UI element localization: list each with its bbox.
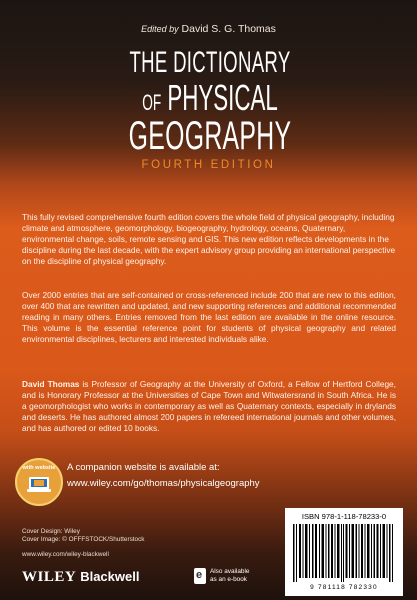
editor-name: David S. G. Thomas [181, 23, 276, 35]
barcode [293, 524, 395, 582]
publisher-logo [22, 568, 139, 586]
book-title [117, 44, 303, 156]
ebook-availability [210, 568, 249, 584]
ebook-line-2: as an e-book [210, 576, 247, 583]
blackwell-wordmark: Blackwell [80, 569, 140, 584]
badge-text: with website [22, 465, 56, 471]
author-bio [22, 379, 396, 434]
isbn-barcode-box [285, 508, 403, 596]
website-badge [15, 458, 63, 506]
title-physical: PHYSICAL [167, 77, 278, 118]
title-line-3: GEOGRAPHY [128, 114, 292, 158]
publisher-url[interactable]: www.wiley.com/wiley-blackwell [22, 551, 109, 558]
description-paragraph-1: This fully revised comprehensive fourth edition covers the whole field of physical geography, including climate and atmosphere, geomorphology, biogeography, hydrology, oceans, Quaternary, environmental change, soils, remote sensing and GIS. This new edition reflects developments in the discipline during the last decade, with the expert advisory group providing an international perspective on the discipline of physical geography. [22, 212, 396, 266]
edition-label: FOURTH EDITION [141, 159, 276, 171]
isbn-label: ISBN 978-1-118-78233-0 [301, 512, 387, 521]
title-of: OF [142, 90, 162, 115]
editor-prefix: Edited by [141, 24, 179, 34]
wiley-wordmark: WILEY [22, 569, 77, 585]
editor-line [0, 23, 417, 35]
cover-image-credit: Cover Image: © OFFFSTOCK/Shutterstock [22, 536, 145, 543]
barcode-digits: 9 781118 782330 [310, 584, 378, 591]
author-bio-text: is Professor of Geography at the University of Oxford, a Fellow of Hertford College, and is Honorary Professor at the Universities of Cape Town and Witwatersrand in South Africa. He is a geomorphologist who works in contemporary as well as Quaternary contexts, especially in drylands and deserts. He has authored almost 200 papers in refereed international journals and other volumes, and has authored or edited 10 books. [22, 379, 396, 433]
ebook-icon: e [194, 568, 206, 584]
cover-design-credit: Cover Design: Wiley [22, 528, 80, 535]
ebook-line-1: Also available [210, 568, 250, 575]
companion-website-text: A companion website is available at: [67, 462, 220, 473]
title-line-1: THE DICTIONARY [129, 46, 291, 79]
author-name: David Thomas [22, 379, 80, 389]
title-line-2 [117, 77, 303, 118]
cover-credits [22, 528, 145, 544]
companion-website-url[interactable]: www.wiley.com/go/thomas/physicalgeography [67, 478, 260, 489]
description-paragraph-2: Over 2000 entries that are self-contained or cross-referenced include 200 that are new to this edition, over 400 that are rewritten and updated, and new supporting references and additional recommended reading in many others. Entries removed from the last edition are available in the online resource. This volume is the essential reference point for students of physical geography and related environmental disciplines, lecturers and interested individuals alike. [22, 290, 396, 344]
laptop-book-icon [26, 475, 52, 495]
